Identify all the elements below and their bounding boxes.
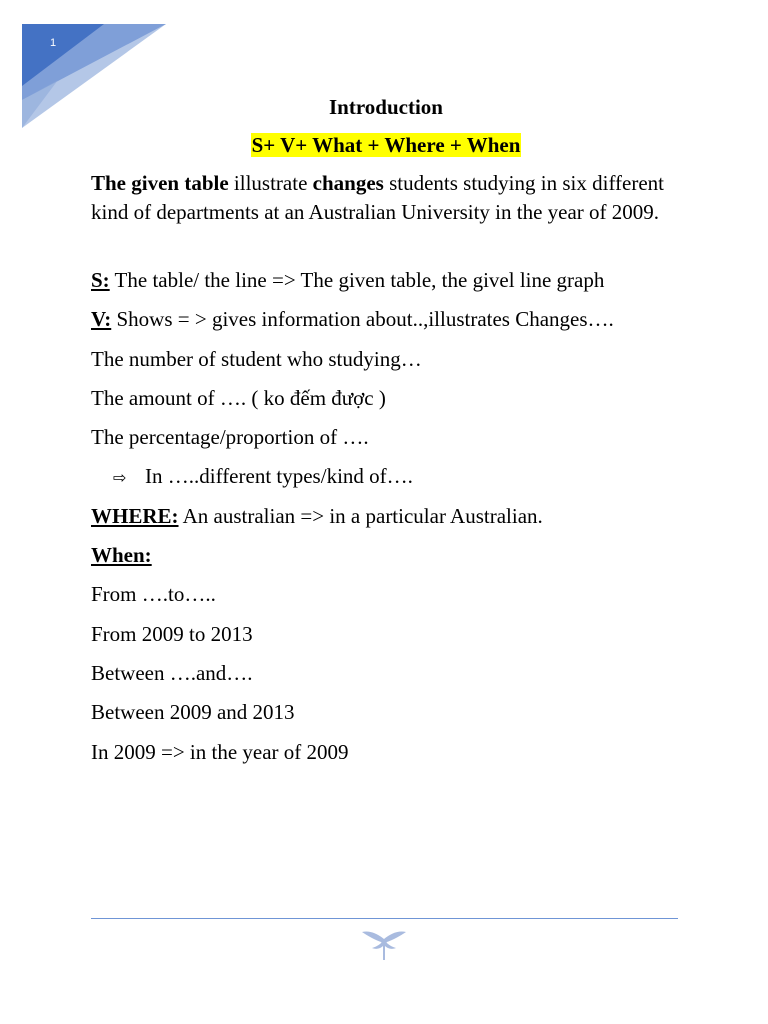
intro-text-verb: illustrate xyxy=(228,171,313,195)
subject-label: S: xyxy=(91,268,110,292)
when-line-from-example: From 2009 to 2013 xyxy=(91,621,253,646)
intro-bold-subject: The given table xyxy=(91,171,229,195)
what-line-percentage: The percentage/proportion of …. xyxy=(91,425,369,450)
fleuron-ornament-icon xyxy=(360,928,408,964)
arrow-bullet-line xyxy=(91,462,681,501)
highlighted-formula: S+ V+ What + Where + When xyxy=(251,133,521,157)
document-body xyxy=(91,93,681,777)
page-number: 1 xyxy=(50,37,57,49)
verb-text: Shows = > gives information about..,illustrates Changes…. xyxy=(111,307,614,332)
when-line-between: Between ….and…. xyxy=(91,660,253,685)
intro-text-rest: students studying in six different kind of departments at an Australian University in the year of 2009. xyxy=(91,171,665,224)
when-line-in-year: In 2009 => in the year of 2009 xyxy=(91,739,349,764)
when-label: When: xyxy=(91,543,152,568)
what-line-amount: The amount of …. ( ko đếm được ) xyxy=(91,385,386,410)
spacer xyxy=(91,226,681,266)
subject-text: The table/ the line => The given table, the givel line graph xyxy=(109,268,605,292)
when-line xyxy=(91,541,681,580)
when-line-from-to: From ….to….. xyxy=(91,582,216,607)
where-text: An australian => in a particular Australian. xyxy=(178,503,543,528)
intro-bold-changes: changes xyxy=(312,171,384,195)
footer-divider xyxy=(91,918,678,919)
where-line xyxy=(91,502,681,541)
subject-line xyxy=(91,266,681,305)
intro-paragraph xyxy=(91,169,681,226)
verb-label: V: xyxy=(91,307,112,332)
arrow-bullet-text: In …..different types/kind of…. xyxy=(145,464,413,489)
formula-line xyxy=(91,131,681,159)
page-title: Introduction xyxy=(329,95,443,119)
verb-line xyxy=(91,305,681,344)
arrow-right-outline-icon: ⇨ xyxy=(113,468,127,488)
where-label: WHERE: xyxy=(91,503,179,528)
what-line-number: The number of student who studying… xyxy=(91,346,422,371)
when-line-between-example: Between 2009 and 2013 xyxy=(91,700,295,725)
